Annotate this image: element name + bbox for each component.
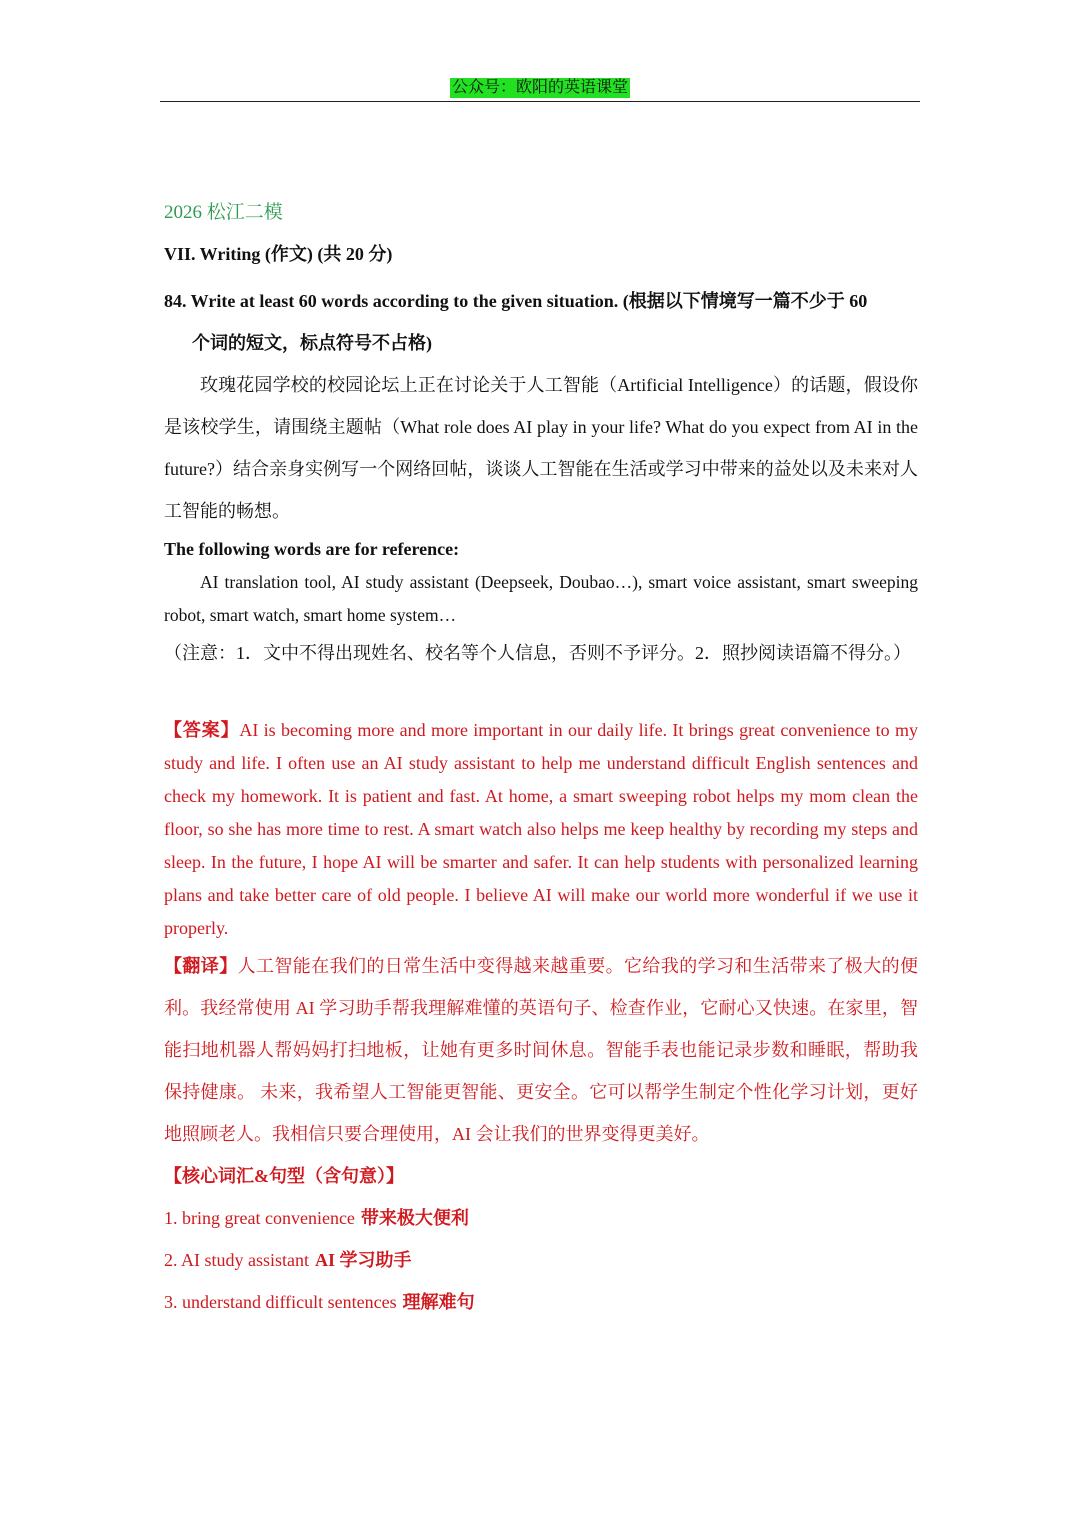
vocab-title: 【核心词汇&句型（含句意）】 [164, 1166, 404, 1186]
answer-paragraph [164, 714, 918, 945]
document-body [164, 196, 918, 1323]
note: （注意：1．文中不得出现姓名、校名等个人信息，否则不予评分。2．照抄阅读语篇不得分。） [164, 643, 911, 663]
question [164, 280, 918, 364]
vocab-cn: 带来极大便利 [360, 1208, 469, 1228]
translation-paragraph [164, 945, 918, 1155]
page-header [160, 75, 920, 102]
header-label: 公众号：欧阳的英语课堂 [451, 79, 628, 96]
vocab-item [164, 1239, 918, 1281]
answer-tag: 【答案】 [164, 720, 240, 740]
exam-source: 2026 松江二模 [164, 202, 283, 223]
answer-section [164, 714, 918, 1323]
question-line-1: 84. Write at least 60 words according to the given situation. (根据以下情境写一篇不少于 60 [164, 291, 868, 311]
vocab-cn: 理解难句 [402, 1292, 475, 1312]
vocab-en: 2. AI study assistant [164, 1250, 310, 1270]
question-line-2: 个词的短文，标点符号不占格) [192, 333, 432, 353]
prompt-paragraph: 玫瑰花园学校的校园论坛上正在讨论关于人工智能（Artificial Intelligence）的话题，假设你是该校学生，请围绕主题帖（What role does AI play in your life? What do you expect from AI in the future?）结合亲身实例写一个网络回帖，谈谈人工智能在生活或学习中带来的益处以及未来对人工智能的畅想。 [164, 375, 918, 521]
reference-words: AI translation tool, AI study assistant (Deepseek, Doubao…), smart voice assistant, smart sweeping robot, smart watch, smart home system… [164, 572, 918, 625]
vocab-cn: AI 学习助手 [315, 1250, 412, 1270]
vocab-item [164, 1281, 918, 1323]
vocab-en: 3. understand difficult sentences [164, 1292, 397, 1312]
section-title: VII. Writing (作文) (共 20 分) [164, 244, 393, 264]
vocab-item [164, 1197, 918, 1239]
translation-text: 人工智能在我们的日常生活中变得越来越重要。它给我的学习和生活带来了极大的便利。我经常使用 AI 学习助手帮我理解难懂的英语句子、检查作业，它耐心又快速。在家里，智能扫地机器人帮妈妈打扫地板，让她有更多时间休息。智能手表也能记录步数和睡眠，帮助我保持健康。 未来，我希望人工智能更智能、更安全。它可以帮学生制定个性化学习计划，更好地照顾老人。我相信只要合理使用，AI 会让我们的世界变得更美好。 [164, 956, 919, 1144]
translation-tag: 【翻译】 [164, 956, 238, 976]
answer-text: AI is becoming more and more important in our daily life. It brings great convenience to my study and life. I often use an AI study assistant to help me understand difficult English sentences and check my homework. It is patient and fast. At home, a smart sweeping robot helps my mom clean the floor, so she has more time to rest. A smart watch also helps me keep healthy by recording my steps and sleep. In the future, I hope AI will be smarter and safer. It can help students with personalized learning plans and take better care of old people. I believe AI will make our world more wonderful if we use it properly. [164, 720, 918, 938]
vocab-en: 1. bring great convenience [164, 1208, 355, 1228]
reference-title: The following words are for reference: [164, 539, 460, 559]
